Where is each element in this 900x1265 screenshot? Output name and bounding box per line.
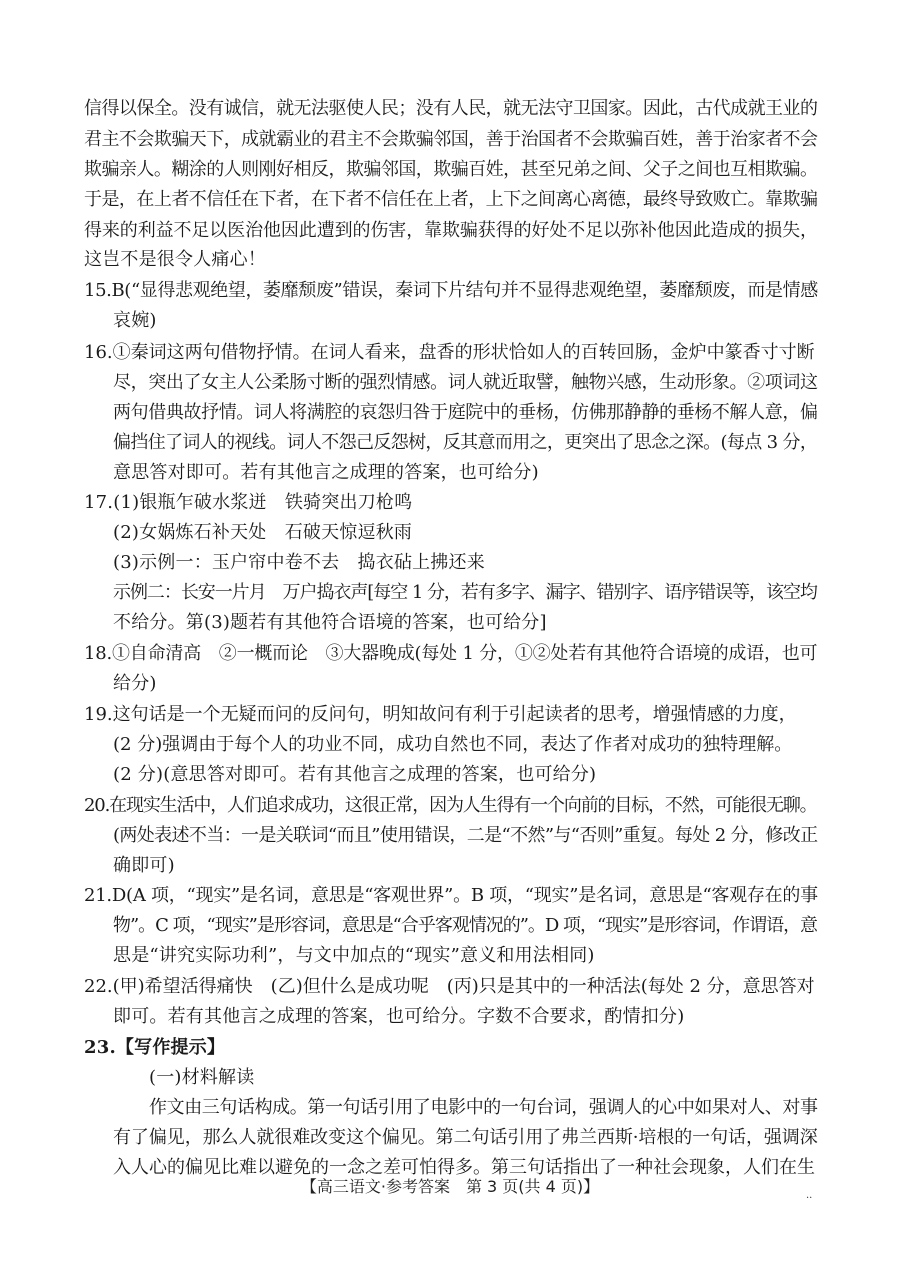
answer-21-cont: 思是“讲究实际功利”，与文中加点的“现实”意义和用法相同) [113,945,595,966]
answer-16-cont: 偏挡住了词人的视线。词人不怨己反怨树，反其意而用之，更突出了思念之深。(每点 3 分， [113,432,818,453]
answer-20-cont: (两处表述不当：一是关联词“而且”使用错误，二是“不然”与“否则”重复。每处 2 分，修改正 [113,825,818,846]
section-heading: (一)材料解读 [149,1067,255,1088]
answer-16: 16.①秦词这两句借物抒情。在词人看来，盘香的形状恰如人的百转回肠，金炉中篆香寸寸断 [84,342,815,363]
answer-19-cont: (2 分)强调由于每个人的功业不同，成功自然也不同，表达了作者对成功的独特理解。 [113,734,793,755]
answer-21-cont: 物”。C 项，“现实”是形容词，意思是“合乎客观情况的”。D 项，“现实”是形容词，作谓语，意 [113,915,818,936]
answer-16-cont: 尽，突出了女主人公柔肠寸断的强烈情感。词人就近取譬，触物兴感，生动形象。②项词这 [113,372,818,393]
answer-15: 15.B(“显得悲观绝望，萎靡颓废”错误，秦词下片结句并不显得悲观绝望，萎靡颓废，而是情感 [84,280,818,301]
text-line: 得来的利益不足以医治他因此遭到的伤害，靠欺骗获得的好处不足以弥补他因此造成的损失， [84,220,818,241]
page-footer: 【高三语文·参考答案 第 3 页(共 4 页)】 [300,1177,600,1196]
corner-mark: .. [806,1190,813,1201]
answer-15-cont: 哀婉) [113,310,157,331]
paragraph-line: 入人心的偏见比难以避免的一念之差可怕得多。第三句话指出了一种社会现象，人们在生 [113,1157,815,1178]
answer-20-cont: 确即可) [113,855,175,876]
answer-19-cont: (2 分)(意思答对即可。若有其他言之成理的答案，也可给分) [113,764,597,785]
answer-17-cont: 不给分。第(3)题若有其他符合语境的答案，也可给分] [113,612,547,633]
answer-16-cont: 两句借典故抒情。词人将满腔的哀怨归咎于庭院中的垂杨，仿佛那静静的垂杨不解人意，偏 [113,402,818,423]
answer-17-3-example2: 示例二：长安一片月 万户捣衣声[每空 1 分，若有多字、漏字、错别字、语序错误等，该空均 [113,582,817,603]
answer-22-cont: 即可。若有其他言之成理的答案，也可给分。字数不合要求，酌情扣分) [113,1006,685,1027]
answer-23-heading: 23.【写作提示】 [84,1037,226,1058]
answer-20: 20.在现实生活中，人们追求成功，这很正常，因为人生得有一个向前的目标，不然，可能很无聊。 [84,795,817,816]
answer-17-3: (3)示例一：玉户帘中卷不去 捣衣砧上拂还来 [113,552,485,573]
answer-21: 21.D(A 项，“现实”是名词，意思是“客观世界”。B 项，“现实”是名词，意思是“客观存在的事 [84,885,818,906]
answer-18: 18.①自命清高 ②一概而论 ③大器晚成(每处 1 分，①②处若有其他符合语境的成语，也可 [84,643,818,664]
paragraph-line: 作文由三句话构成。第一句话引用了电影中的一句台词，强调人的心中如果对人、对事 [149,1097,818,1118]
answer-18-cont: 给分) [113,673,157,694]
paragraph-line: 有了偏见，那么人就很难改变这个偏见。第二句话引用了弗兰西斯·培根的一句话，强调深 [113,1127,818,1148]
text-line: 君主不会欺骗天下，成就霸业的君主不会欺骗邻国，善于治国者不会欺骗百姓，善于治家者不会 [84,129,818,150]
answer-22: 22.(甲)希望活得痛快 (乙)但什么是成功呢 (丙)只是其中的一种活法(每处 2 分，意思答对 [84,976,815,997]
text-line: 这岂不是很令人痛心！ [84,249,266,270]
answer-19: 19.这句话是一个无疑而问的反问句，明知故问有利于引起读者的思考，增强情感的力度， [84,704,797,725]
text-line: 欺骗亲人。糊涂的人则刚好相反，欺骗邻国，欺骗百姓，甚至兄弟之间、父子之间也互相欺骗。 [84,159,818,180]
text-line: 于是，在上者不信任在下者，在下者不信任在上者，上下之间离心离德，最终导致败亡。靠欺骗 [84,189,818,210]
text-line: 信得以保全。没有诚信，就无法驱使人民；没有人民，就无法守卫国家。因此，古代成就王业的 [84,98,818,119]
answer-16-cont: 意思答对即可。若有其他言之成理的答案，也可给分) [113,462,539,483]
answer-17: 17.(1)银瓶乍破水浆迸 铁骑突出刀枪鸣 [84,492,413,513]
answer-17-2: (2)女娲炼石补天处 石破天惊逗秋雨 [113,522,413,543]
